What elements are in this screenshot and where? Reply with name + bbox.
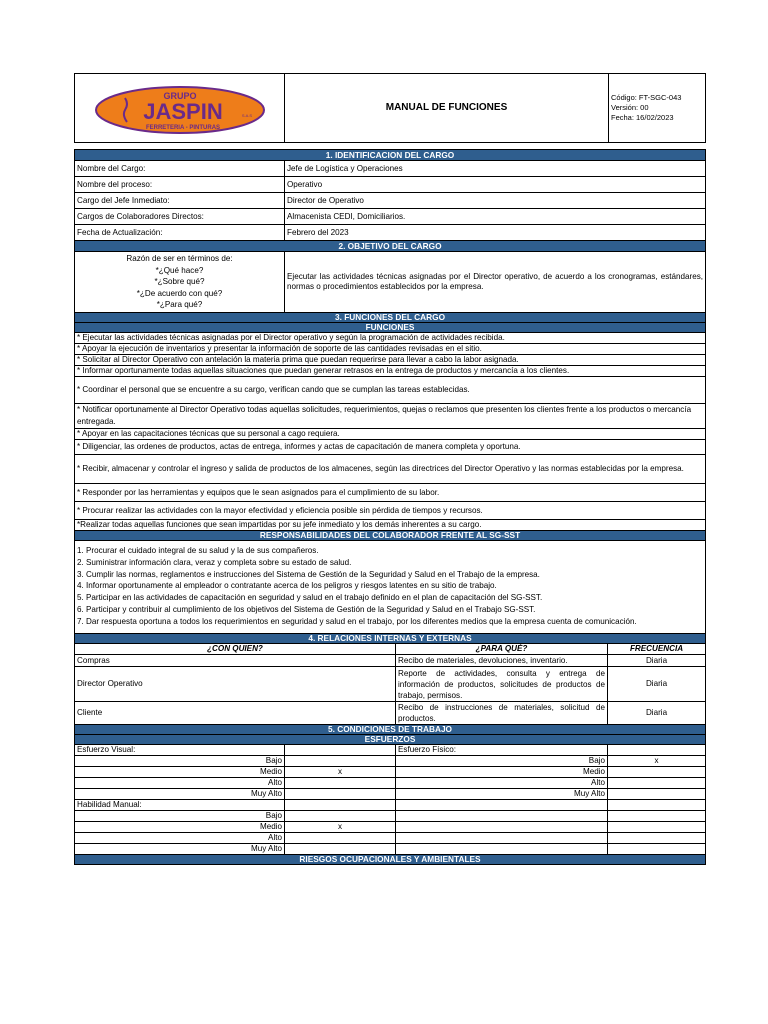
relacion-frecuencia: Diaria — [608, 667, 706, 702]
funcion-item: * Apoyar en las capacitaciones técnicas que su personal a cago requiera. — [75, 429, 706, 440]
responsabilidad-item: 3. Cumplir las normas, reglamentos e instrucciones del Sistema de Gestión de la Seguridad y Salud en el Trabajo de la empresa. — [77, 569, 540, 579]
logo-main-text: JASPIN — [142, 98, 223, 124]
level-label: Muy Alto — [396, 789, 608, 800]
level-label: Muy Alto — [75, 789, 285, 800]
relaciones-col-para: ¿PARA QUÉ? — [396, 644, 608, 655]
document-code: Código: FT-SGC-043 — [611, 93, 682, 102]
objetivo-criteria-line: *¿De acuerdo con qué? — [136, 288, 223, 298]
funcion-item: * Procurar realizar las actividades con la mayor efectividad y eficiencia posible sin pérdida de tiempos y recursos. — [75, 502, 706, 520]
esfuerzo-fisico-label: Esfuerzo Físico: — [396, 745, 608, 756]
level-label: Alto — [396, 778, 608, 789]
section-responsabilidades-heading: RESPONSABILIDADES DEL COLABORADOR FRENTE AL SG-SST — [75, 531, 706, 541]
funcion-item: * Apoyar la ejecución de inventarios y presentar la información de soporte de las cantidades revisadas en el sitio. — [75, 344, 706, 355]
funcion-item: * Recibir, almacenar y controlar el ingreso y salida de productos de los almacenes, según las directrices del Director Operativo y las normas establecidas por la empresa. — [75, 455, 706, 484]
funcion-item: * Solicitar al Director Operativo con antelación la materia prima que puedan requerirse para llevar a cabo la labor asignada. — [75, 355, 706, 366]
responsabilidad-item: 6. Participar y contribuir al cumplimiento de los objetivos del Sistema de Gestión de la Seguridad y Salud en el Trabajo SG-SST. — [77, 604, 536, 614]
id-value: Operativo — [285, 177, 706, 193]
responsabilidad-item: 5. Participar en las actividades de capacitación en seguridad y salud en el trabajo definido en el plan de capacitación del SG-SST. — [77, 593, 543, 603]
logo-suffix-text: S.A.S — [241, 112, 252, 118]
relacion-quien: Director Operativo — [75, 667, 396, 702]
id-value: Almacenista CEDI, Domiciliarios. — [285, 209, 706, 225]
id-label: Cargos de Colaboradores Directos: — [75, 209, 285, 225]
level-label: Alto — [75, 778, 285, 789]
id-value: Jefe de Logística y Operaciones — [285, 161, 706, 177]
empty-cell — [608, 833, 706, 844]
manual-table — [74, 149, 706, 865]
fisico-mark: x — [608, 756, 706, 767]
responsabilidades-list — [75, 541, 706, 634]
empty-cell — [285, 745, 396, 756]
objetivo-criteria — [75, 252, 285, 313]
funcion-item: * Ejecutar las actividades técnicas asignadas por el Director operativo y según la programación de actividades recibida. — [75, 333, 706, 344]
empty-cell — [608, 822, 706, 833]
document-version: Versión: 00 — [611, 103, 649, 112]
funcion-item: * Diligenciar, las ordenes de productos, actas de entrega, informes y actas de capacitación de manera completa y oportuna. — [75, 440, 706, 455]
logo-top-text: GRUPO — [162, 90, 197, 101]
relaciones-col-frecuencia: FRECUENCIA — [608, 644, 706, 655]
id-label: Nombre del proceso: — [75, 177, 285, 193]
relaciones-col-quien: ¿CON QUIEN? — [75, 644, 396, 655]
empty-cell — [608, 811, 706, 822]
relacion-para: Reporte de actividades, consulta y entrega de información de productos, solicitudes de productos de trabajo, permisos. — [396, 667, 608, 702]
document-page — [74, 73, 705, 865]
empty-cell — [396, 800, 608, 811]
empty-cell — [608, 800, 706, 811]
logo-bottom-text: FERRETERIA - PINTURAS — [145, 124, 220, 131]
esfuerzos-subheading: ESFUERZOS — [75, 735, 706, 745]
section-condiciones-heading: 5. CONDICIONES DE TRABAJO — [75, 725, 706, 735]
empty-cell — [608, 745, 706, 756]
responsabilidad-item: 1. Procurar el cuidado integral de su salud y la de sus compañeros. — [77, 546, 319, 555]
riesgos-heading: RIESGOS OCUPACIONALES Y AMBIENTALES — [75, 855, 706, 865]
visual-mark: x — [285, 767, 396, 778]
funcion-item: * Responder por las herramientas y equipos que le sean asignados para el cumplimiento de su labor. — [75, 484, 706, 502]
document-date: Fecha: 16/02/2023 — [611, 113, 674, 122]
visual-mark — [285, 756, 396, 767]
habilidad-mark: x — [285, 822, 396, 833]
section-funciones-heading: 3. FUNCIONES DEL CARGO — [75, 313, 706, 323]
id-value: Director de Operativo — [285, 193, 706, 209]
empty-cell — [608, 844, 706, 855]
empty-cell — [396, 822, 608, 833]
section-objetivo-heading: 2. OBJETIVO DEL CARGO — [75, 241, 706, 252]
level-label: Medio — [75, 767, 285, 778]
level-label: Bajo — [396, 756, 608, 767]
empty-cell — [396, 833, 608, 844]
funcion-item: * Notificar oportunamente al Director Operativo todas aquellas solicitudes, requerimientos, quejas o reclamos que presenten los clientes frente a los productos o mercancía entregada. — [75, 404, 706, 429]
esfuerzo-visual-label: Esfuerzo Visual: — [75, 745, 285, 756]
empty-cell — [285, 800, 396, 811]
empty-cell — [396, 811, 608, 822]
objetivo-criteria-line: Razón de ser en términos de: — [126, 254, 233, 264]
level-label: Bajo — [75, 811, 285, 822]
relacion-para: Recibo de materiales, devoluciones, inventario. — [396, 655, 608, 667]
level-label: Muy Alto — [75, 844, 285, 855]
funciones-subheading: FUNCIONES — [75, 323, 706, 333]
responsabilidad-item: 7. Dar respuesta oportuna a todos los requerimientos en seguridad y salud en el trabajo, por los diferentes medios que la empresa cuenta de comunicación. — [77, 616, 637, 626]
responsabilidad-item: 2. Suministrar información clara, veraz y completa sobre su estado de salud. — [77, 557, 352, 567]
section-identificacion-heading: 1. IDENTIFICACION DEL CARGO — [75, 150, 706, 161]
fisico-mark — [608, 789, 706, 800]
id-value: Febrero del 2023 — [285, 225, 706, 241]
id-label: Fecha de Actualización: — [75, 225, 285, 241]
relacion-para: Recibo de instrucciones de materiales, solicitud de productos. — [396, 702, 608, 725]
responsabilidad-item: 4. Informar oportunamente al empleador o contratante acerca de los peligros y riesgos latentes en su sitio de trabajo. — [77, 581, 497, 591]
relacion-quien: Compras — [75, 655, 396, 667]
visual-mark — [285, 778, 396, 789]
company-logo — [95, 86, 265, 134]
habilidad-mark — [285, 833, 396, 844]
empty-cell — [396, 844, 608, 855]
visual-mark — [285, 789, 396, 800]
relacion-frecuencia: Diaria — [608, 655, 706, 667]
id-label: Nombre del Cargo: — [75, 161, 285, 177]
relacion-frecuencia: Diaria — [608, 702, 706, 725]
level-label: Bajo — [75, 756, 285, 767]
objetivo-criteria-line: *¿Sobre qué? — [154, 277, 205, 287]
funcion-item: * Coordinar el personal que se encuentre a su cargo, verifican cando que se cumplan las tareas establecidas. — [75, 377, 706, 404]
objetivo-text: Ejecutar las actividades técnicas asignadas por el Director operativo, de acuerdo a los cronogramas, estándares, normas o procedimientos establecidos por la empresa. — [285, 252, 706, 313]
level-label: Medio — [396, 767, 608, 778]
document-title: MANUAL DE FUNCIONES — [285, 74, 609, 143]
level-label: Medio — [75, 822, 285, 833]
funcion-item: * Informar oportunamente todas aquellas situaciones que puedan generar retrasos en la entrega de productos y mercancía a los clientes. — [75, 366, 706, 377]
document-header — [74, 73, 706, 143]
fisico-mark — [608, 778, 706, 789]
document-meta — [609, 74, 706, 143]
fisico-mark — [608, 767, 706, 778]
habilidad-mark — [285, 811, 396, 822]
habilidad-mark — [285, 844, 396, 855]
habilidad-manual-label: Habilidad Manual: — [75, 800, 285, 811]
level-label: Alto — [75, 833, 285, 844]
company-logo-cell — [75, 74, 285, 143]
objetivo-criteria-line: *¿Para qué? — [156, 300, 203, 310]
id-label: Cargo del Jefe Inmediato: — [75, 193, 285, 209]
section-relaciones-heading: 4. RELACIONES INTERNAS Y EXTERNAS — [75, 634, 706, 644]
objetivo-criteria-line: *¿Qué hace? — [155, 265, 204, 275]
funcion-item: *Realizar todas aquellas funciones que sean impartidas por su jefe inmediato y los demás inherentes a su cargo. — [75, 520, 706, 531]
relacion-quien: Cliente — [75, 702, 396, 725]
